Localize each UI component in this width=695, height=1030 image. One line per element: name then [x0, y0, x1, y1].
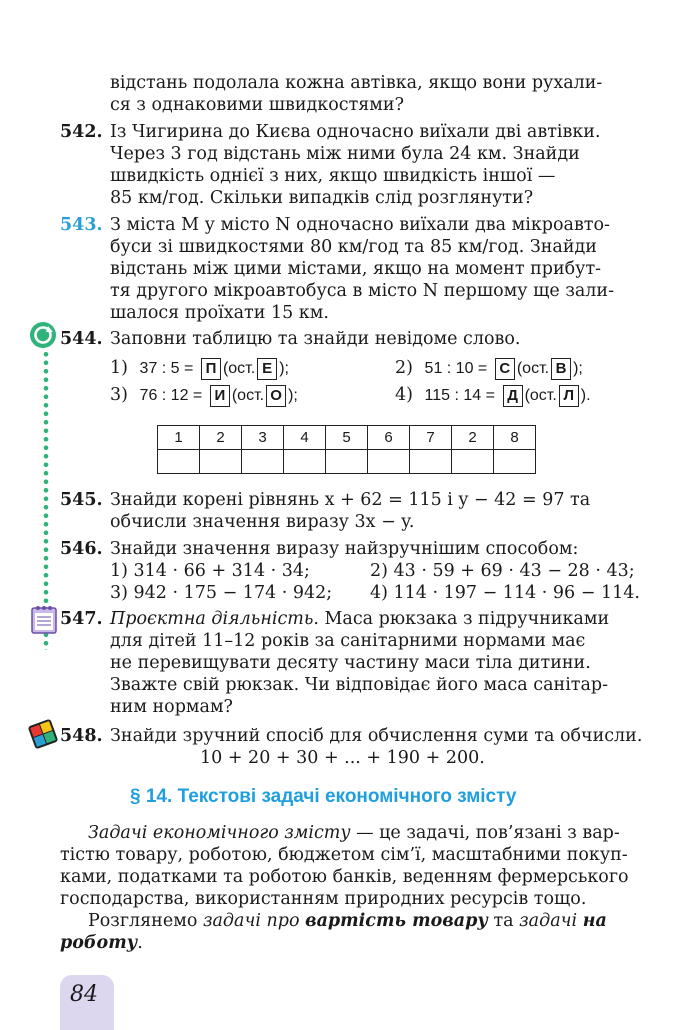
text-line	[88, 822, 620, 844]
grid-answer-row	[158, 450, 536, 474]
grid-cell: 2	[200, 426, 242, 450]
text-fragment: Розглянемо	[88, 911, 198, 931]
exercise-number: 542.	[60, 122, 103, 142]
expression-item: 1) 314 · 66 + 314 · 34;	[110, 561, 310, 581]
exercise-number: 548.	[60, 726, 103, 746]
text-line: Заповни таблицю та знайди невідоме слово.	[110, 329, 521, 349]
answer-box: С	[495, 358, 515, 380]
text-line: відстань подолала кожна автівка, якщо вони рухали-	[110, 73, 603, 93]
text-line: обчисли значення виразу 3x − y.	[110, 512, 415, 532]
text-line: З міста M у місто N одночасно виїхали два мікроавто-	[110, 215, 610, 235]
text-fragment: та	[493, 911, 514, 931]
grid-empty-cell	[284, 450, 326, 474]
text-line: Із Чигирина до Києва одночасно виїхали дві автівки.	[110, 122, 601, 142]
text-line: не перевищувати десяту частину маси тіла дитини.	[110, 653, 591, 673]
row-end: );	[288, 387, 298, 404]
answer-box: Д	[503, 385, 523, 407]
expression-item: 3) 942 · 175 − 174 · 942;	[110, 583, 333, 603]
answer-box: И	[210, 385, 230, 407]
division-row-3	[110, 384, 298, 407]
division-expression: 37 : 5 =	[139, 360, 194, 377]
answer-box: В	[551, 358, 571, 380]
grid-empty-cell	[326, 450, 368, 474]
project-label: Проєктна діяльність.	[110, 609, 319, 629]
grid-cell: 3	[242, 426, 284, 450]
grid-empty-cell	[452, 450, 494, 474]
grid-empty-cell	[410, 450, 452, 474]
grid-cell: 8	[494, 426, 536, 450]
text-line: ками, податками та роботою банків, веденням фермерського	[60, 867, 629, 887]
answer-box: П	[201, 358, 221, 380]
text-line: 85 км/год. Скільки випадків слід розглянути?	[110, 188, 534, 208]
section-heading: § 14. Текстові задачі економічного змісту	[130, 786, 517, 807]
exercise-number: 545.	[60, 490, 103, 510]
item-label: 4)	[395, 385, 413, 405]
grid-empty-cell	[200, 450, 242, 474]
refresh-icon	[28, 320, 58, 350]
remainder-label: (ост.	[222, 360, 256, 377]
emphasis: задачі про	[202, 911, 300, 931]
text-line: відстань між цими містами, якщо на момент прибут-	[110, 259, 602, 279]
text-line: Знайди зручний спосіб для обчислення суми та обчисли.	[110, 726, 643, 746]
text-line: шалося проїхати 15 км.	[110, 303, 329, 323]
remainder-label: (ост.	[516, 360, 550, 377]
row-end: );	[279, 360, 289, 377]
definition-term: Задачі економічного змісту	[88, 823, 351, 843]
grid-cell: 6	[368, 426, 410, 450]
exercise-number: 544.	[60, 329, 103, 349]
text-line	[110, 608, 609, 630]
grid-header-row	[158, 426, 536, 450]
text-line: Знайди корені рівнянь x + 62 = 115 і y − 42 = 97 та	[110, 490, 591, 510]
division-row-2	[395, 357, 583, 380]
cube-icon	[27, 718, 59, 750]
remainder-label: (ост.	[524, 387, 557, 404]
answer-box: О	[266, 385, 286, 407]
emphasis: задачі	[519, 911, 578, 931]
strong-emphasis: на	[582, 911, 607, 931]
text-fragment: — це задачі, пов’язані з вар-	[356, 823, 620, 843]
row-end: ).	[580, 387, 591, 404]
answer-box: Л	[559, 385, 579, 407]
text-line: ним нормам?	[110, 697, 233, 717]
answer-box: Е	[257, 358, 277, 380]
grid-cell: 1	[158, 426, 200, 450]
text-line: для дітей 11–12 років за санітарними нормами має	[110, 631, 586, 651]
strong-emphasis: вартість товару	[305, 911, 488, 931]
grid-empty-cell	[242, 450, 284, 474]
grid-empty-cell	[494, 450, 536, 474]
grid-empty-cell	[368, 450, 410, 474]
text-line	[88, 910, 607, 932]
text-line: швидкість однієї з них, якщо швидкість іншої —	[110, 166, 556, 186]
item-label: 3)	[110, 385, 128, 405]
grid-cell: 2	[452, 426, 494, 450]
division-expression: 76 : 12 =	[139, 387, 203, 404]
text-line: господарства, використанням природних ресурсів тощо.	[60, 889, 587, 909]
text-line: Через 3 год відстань між ними була 24 км. Знайди	[110, 144, 580, 164]
grid-cell: 7	[410, 426, 452, 450]
exercise-number: 543.	[60, 215, 103, 235]
grid-empty-cell	[158, 450, 200, 474]
notepad-icon	[30, 604, 58, 634]
text-line: тя другого мікроавтобуса в місто N першому ще зали-	[110, 281, 614, 301]
item-label: 2)	[395, 358, 413, 378]
text-line	[60, 932, 143, 954]
text-fragment: Маса рюкзака з підручниками	[324, 609, 610, 629]
text-line: тістю товару, роботою, бюджетом сім’ї, масштабними покуп-	[60, 845, 628, 865]
division-row-4	[395, 384, 591, 407]
strong-emphasis: роботу	[60, 933, 138, 953]
answer-grid	[157, 425, 536, 474]
text-line: Знайди значення виразу найзручнішим способом:	[110, 539, 579, 559]
text-line: буси зі швидкостями 80 км/год та 85 км/год. Знайди	[110, 237, 597, 257]
division-expression: 115 : 14 =	[424, 387, 495, 404]
expression-item: 4) 114 · 197 − 114 · 96 − 114.	[370, 583, 640, 603]
exercise-number: 546.	[60, 539, 103, 559]
grid-cell: 4	[284, 426, 326, 450]
text-line: ся з однаковими швидкостями?	[110, 95, 404, 115]
text-fragment: .	[137, 933, 143, 953]
division-expression: 51 : 10 =	[424, 360, 488, 377]
remainder-label: (ост.	[231, 387, 265, 404]
grid-cell: 5	[326, 426, 368, 450]
exercise-number: 547.	[60, 609, 103, 629]
row-end: );	[573, 360, 583, 377]
expression-item: 2) 43 · 59 + 69 · 43 − 28 · 43;	[370, 561, 635, 581]
page-number: 84	[70, 982, 98, 1007]
sum-expression: 10 + 20 + 30 + ... + 190 + 200.	[200, 748, 485, 768]
division-row-1	[110, 357, 289, 380]
item-label: 1)	[110, 358, 128, 378]
text-line: Зважте свій рюкзак. Чи відповідає його маса санітар-	[110, 675, 609, 695]
